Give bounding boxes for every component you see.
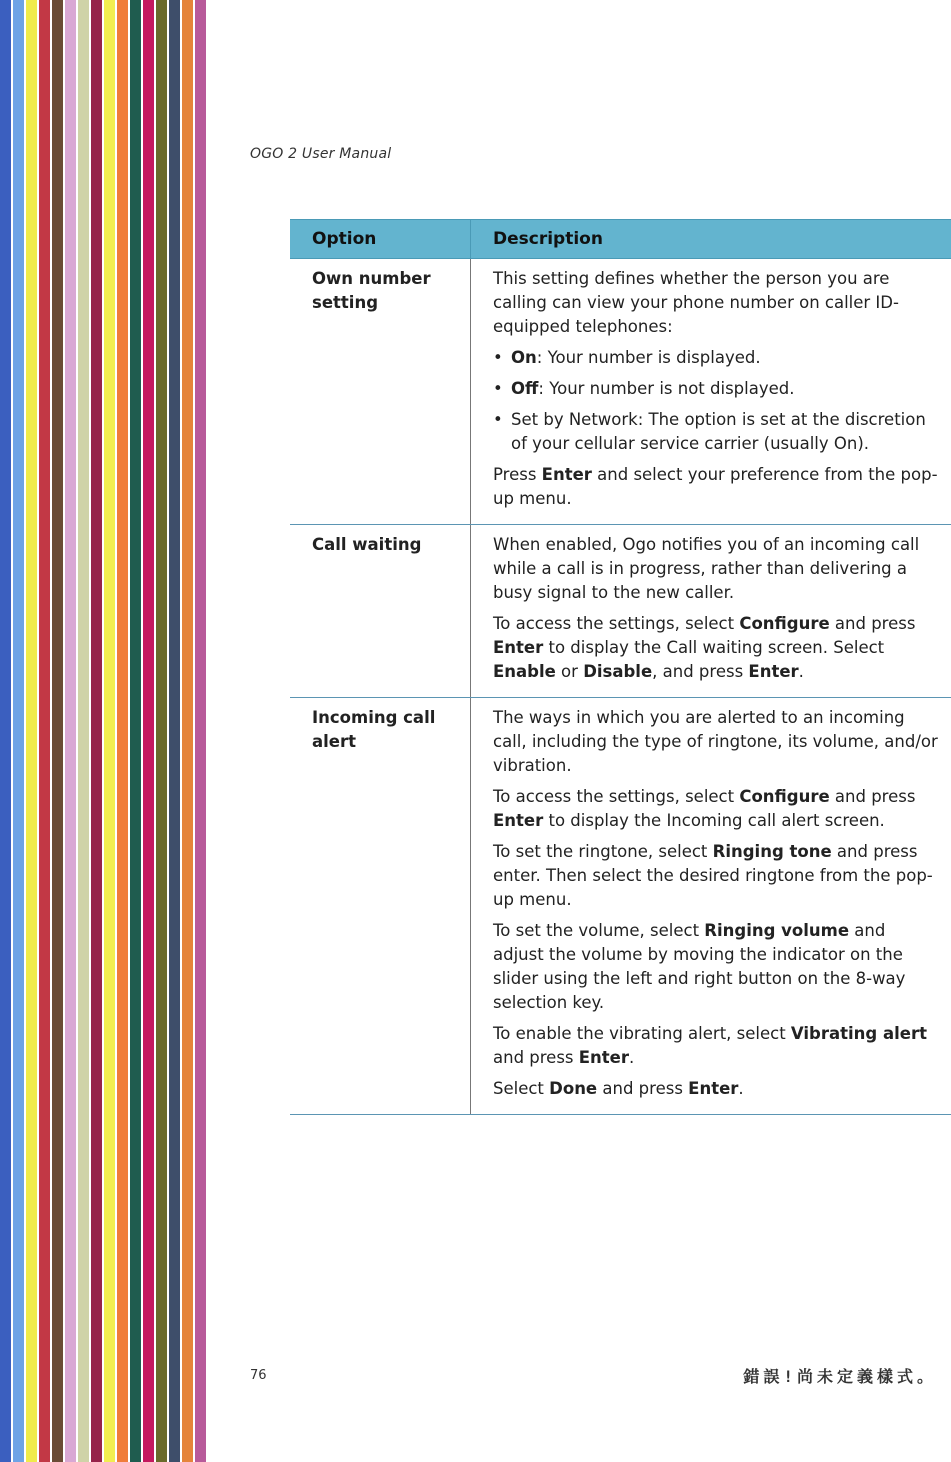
stripe	[143, 0, 154, 1462]
stripe	[169, 0, 180, 1462]
stripe	[91, 0, 102, 1462]
option-list	[493, 346, 939, 456]
stripe	[13, 0, 24, 1462]
list-item: • Set by Network: The option is set at the discretion of your cellular service carrier (usually On).	[511, 408, 939, 456]
description-paragraph: When enabled, Ogo notifies you of an incoming call while a call is in progress, rather than delivering a busy signal to the new caller.	[493, 535, 920, 602]
description-paragraph: Select Done and press Enter.	[493, 1079, 744, 1098]
column-header-option: Option	[290, 220, 471, 259]
stripe	[52, 0, 63, 1462]
option-name: Own number setting	[290, 259, 471, 525]
description-paragraph: To access the settings, select Configure and press Enter to display the Incoming call alert screen.	[493, 787, 916, 830]
stripe	[182, 0, 193, 1462]
description-paragraph: To set the ringtone, select Ringing tone and press enter. Then select the desired ringtone from the pop-up menu.	[493, 842, 933, 909]
stripe	[65, 0, 76, 1462]
page-number: 76	[250, 1368, 267, 1383]
list-item: • On: Your number is displayed.	[511, 346, 939, 370]
stripe	[156, 0, 167, 1462]
decorative-stripes	[0, 0, 201, 1462]
stripe	[26, 0, 37, 1462]
description-paragraph: The ways in which you are alerted to an incoming call, including the type of ringtone, its volume, and/or vibration.	[493, 708, 938, 775]
settings-table	[290, 219, 951, 1115]
table-row	[290, 259, 951, 525]
stripe	[130, 0, 141, 1462]
description-paragraph: To access the settings, select Configure and press Enter to display the Call waiting screen. Select Enable or Disable, and press Enter.	[493, 614, 916, 681]
option-name: Incoming call alert	[290, 698, 471, 1115]
table-header-row	[290, 220, 951, 259]
table-row	[290, 698, 951, 1115]
stripe	[195, 0, 206, 1462]
table-row	[290, 525, 951, 698]
stripe	[104, 0, 115, 1462]
description-paragraph: This setting defines whether the person you are calling can view your phone number on caller ID-equipped telephones:	[493, 269, 899, 336]
option-description	[471, 698, 951, 1115]
option-name: Call waiting	[290, 525, 471, 698]
stripe	[117, 0, 128, 1462]
footer-text: 錯誤!尚未定義樣式。	[743, 1367, 937, 1386]
description-paragraph: Press Enter and select your preference from the pop-up menu.	[493, 465, 938, 508]
description-paragraph: To enable the vibrating alert, select Vibrating alert and press Enter.	[493, 1024, 927, 1067]
stripe	[78, 0, 89, 1462]
stripe	[39, 0, 50, 1462]
stripe	[0, 0, 11, 1462]
column-header-description: Description	[471, 220, 951, 259]
description-paragraph: To set the volume, select Ringing volume and adjust the volume by moving the indicator on the slider using the left and right button on the 8-way selection key.	[493, 921, 906, 1012]
option-description	[471, 525, 951, 698]
option-description	[471, 259, 951, 525]
list-item: • Off: Your number is not displayed.	[511, 377, 939, 401]
running-header: OGO 2 User Manual	[250, 146, 392, 162]
